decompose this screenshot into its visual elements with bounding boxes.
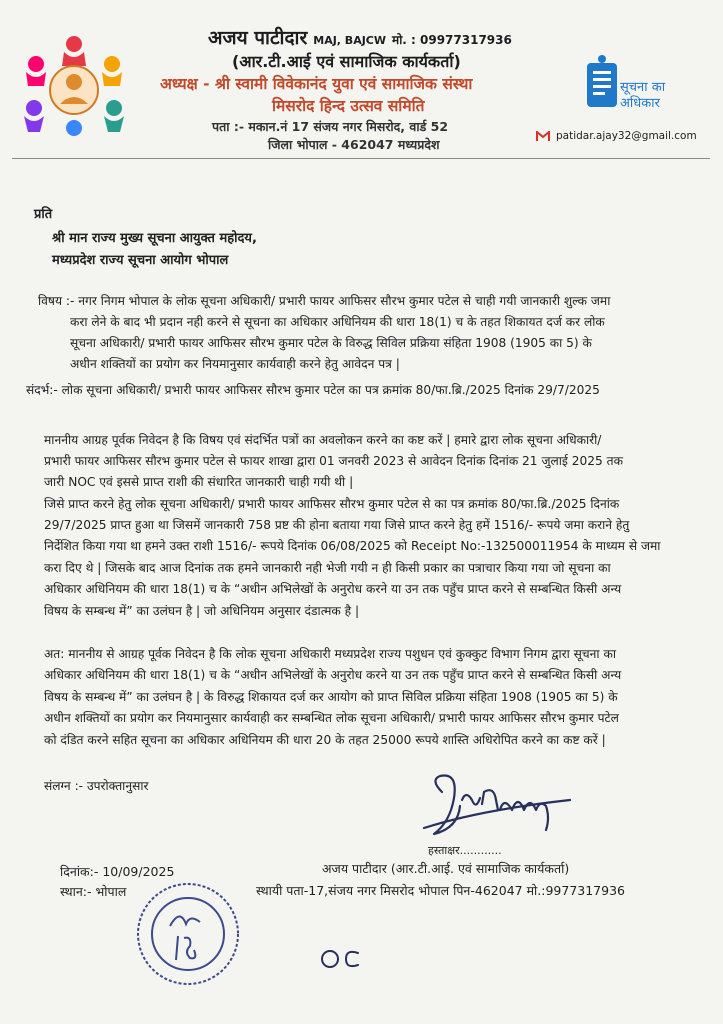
- rti-logo-text: [620, 80, 665, 112]
- addressee-line-2: मध्यप्रदेश राज्य सूचना आयोग भोपाल: [52, 253, 229, 268]
- gmail-icon: [536, 131, 550, 142]
- paragraph-1-line: निर्देशित किया गया था हमने उक्त राशी 1516/- रूपये दिनांक 06/08/2025 को Receipt No:-132500011954 के माध्यम से जमा: [44, 539, 661, 553]
- sender-address: स्थायी पता-17,संजय नगर मिसरोद भोपाल पिन-462047 मो.:9977317936: [256, 883, 625, 898]
- paragraph-1-line: 29/7/2025 प्राप्त हुआ था जिसमें जानकारी 758 प्रष्ट की होना बताया गया जिसे प्राप्त करने हेतु हमें 1516/- रूपये जमा कराने हेतु: [44, 518, 630, 532]
- paragraph-1-line: प्रभारी फायर आफिसर सौरभ कुमार पटेल से फायर शाखा द्वारा 01 जनवरी 2023 से आवेदन दिनांक दिनांक 21 जुलाई 2025 तक: [44, 454, 623, 468]
- organization-line-1: अध्यक्ष - श्री स्वामी विवेकानंद युवा एवं सामाजिक संस्था: [160, 75, 473, 93]
- subject-line: करा लेने के बाद भी प्रदान नही करने से सूचना का अधिकार अधिनियम की धारा 18(1) च के तहत शिकायत दर्ज कर लोक: [70, 315, 605, 329]
- sender-name-heading: अजय पाटीदार: [208, 27, 308, 49]
- paragraph-1-line: जिसे प्राप्त करने हेतु लोक सूचना अधिकारी/ प्रभारी फायर आफिसर सौरभ कुमार पटेल से का पत्र क्रमांक 80/फा.ब्रि./2025 दिनांक: [44, 497, 620, 511]
- credentials: MAJ, BAJCW: [313, 34, 387, 47]
- address-line-1: पता :- मकान.नं 17 संजय नगर मिसरोद, वार्ड 52: [212, 119, 449, 134]
- mobile-number: मो. : 09977317936: [392, 33, 512, 47]
- paragraph-1-line: माननीय आग्रह पूर्वक निवेदन है कि विषय एवं संदर्भित पत्रों का अवलोकन करने का कष्ट करें | हमारे द्वारा लोक सूचना अधिकारी/: [44, 433, 602, 447]
- reference-line: संदर्भ:- लोक सूचना अधिकारी/ प्रभारी फायर आफिसर सौरभ कुमार पटेल का पत्र क्रमांक 80/फा.ब्रि./2025 दिनांक 29/7/2025: [26, 383, 600, 397]
- handwritten-oc-note: [318, 945, 366, 971]
- enclosure-line: संलग्न :- उपरोक्तानुसार: [44, 779, 149, 793]
- paragraph-2-line: अधिकार अधिनियम की धारा 18(1) च के “अधीन अभिलेखों के अनुरोध करने या उन तक पहुँच प्राप्त करने से सम्बन्धित किसी अन्य: [44, 668, 622, 682]
- sender-name: अजय पाटीदार (आर.टी.आई. एवं सामाजिक कार्यकर्ता): [322, 861, 570, 876]
- address-line-2: जिला भोपाल - 462047 मध्यप्रदेश: [268, 137, 440, 152]
- designation: (आर.टी.आई एवं सामाजिक कार्यकर्ता): [232, 52, 461, 71]
- paragraph-2-line: को दंडित करने सहित सूचना का अधिकार अधिनियम की धारा 20 के तहत 25000 रूपये शास्ति अधिरोपित करने का कष्ट करें |: [44, 733, 606, 747]
- paragraph-2-line: विषय के सम्बन्ध में” का उलंघन है | के विरुद्ध शिकायत दर्ज कर आयोग को प्राप्त सिविल प्रक्रिया संहिता 1908 (1905 का 5) के: [44, 690, 618, 704]
- subject-line: अधीन शक्तियों का प्रयोग कर नियमानुसार कार्यवाही करने हेतु आवेदन पत्र |: [70, 357, 400, 371]
- paragraph-1-line: विषय के सम्बन्ध में” का उलंघन है | जो अधिनियम अनुसार दंडात्मक है |: [44, 604, 360, 618]
- document-icon: [587, 55, 617, 107]
- to-label: प्रति: [34, 207, 53, 222]
- paragraph-1-line: जारी NOC एवं इससे प्राप्त राशी की संधारित जानकारी चाही गयी थी |: [44, 475, 354, 489]
- letter-place: स्थान:- भोपाल: [60, 884, 127, 899]
- receipt-stamp: [128, 878, 246, 988]
- signature-label: हस्ताक्षर............: [428, 844, 502, 857]
- paragraph-1-line: करा दिए थे | जिसके बाद आज दिनांक तक हमने जानकारी नही भेजी गयी न ही किसी प्रकार का पत्राचार किया गया जो सूचना का: [44, 561, 611, 575]
- subject-line: सूचना अधिकारी/ प्रभारी फायर आफिसर सौरभ कुमार पटेल के विरुद्ध सिविल प्रक्रिया संहिता 1908 (1905 का 5) के: [70, 336, 592, 350]
- handwritten-signature: [400, 770, 590, 848]
- paragraph-2-line: अत: माननीय से आग्रह पूर्वक निवेदन है कि लोक सूचना अधिकारी मध्यप्रदेश राज्य पशुधन एवं कुक्कुट विभाग निगम द्वारा सूचना का: [44, 647, 616, 661]
- subject-line: विषय :- नगर निगम भोपाल के लोक सूचना अधिकारी/ प्रभारी फायर आफिसर सौरभ कुमार पटेल से चाही गयी जानकारी शुल्क जमा: [38, 294, 611, 308]
- rti-logo-line-2: अधिकार: [620, 96, 660, 111]
- letter-date: दिनांक:- 10/09/2025: [60, 864, 175, 879]
- email-row: [536, 130, 697, 142]
- organization-logo: [14, 28, 134, 146]
- paragraph-2-line: अधीन शक्तियों का प्रयोग कर नियमानुसार कार्यवाही कर सम्बन्धित लोक सूचना अधिकारी/ प्रभारी फायर आफिसर सौरभ कुमार पटेल: [44, 711, 619, 725]
- letterhead-name-line: [208, 24, 512, 50]
- letterhead-divider: [12, 158, 710, 159]
- organization-line-2: मिसरोद हिन्द उत्सव समिति: [272, 97, 425, 115]
- rti-logo-line-1: सूचना का: [620, 80, 666, 95]
- paragraph-1-line: अधिकार अधिनियम की धारा 18(1) च के “अधीन अभिलेखों के अनुरोध करने या उन तक पहुँच प्राप्त करने से सम्बन्धित किसी अन्य: [44, 582, 622, 596]
- addressee-line-1: श्री मान राज्य मुख्य सूचना आयुक्त महोदय,: [52, 231, 257, 246]
- email-address: patidar.ajay32@gmail.com: [556, 130, 697, 142]
